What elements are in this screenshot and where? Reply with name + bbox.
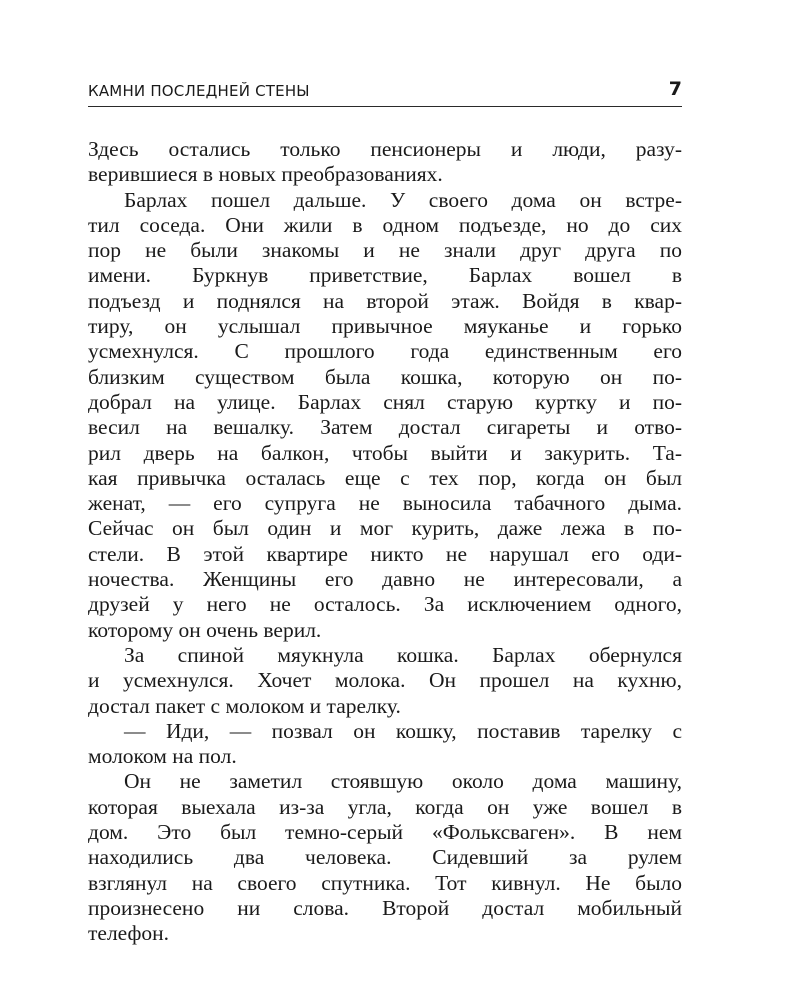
text-line: женат, — его супруга не выносила табачного дыма. [88, 491, 682, 516]
text-line: друзей у него не осталось. За исключением одного, [88, 592, 682, 617]
text-line: добрал на улице. Барлах снял старую куртку и по- [88, 389, 682, 414]
paragraph [88, 719, 682, 770]
text-line: пор не были знакомы и не знали друг друга по [88, 238, 682, 263]
text-line: рил дверь на балкон, чтобы выйти и закурить. Та- [88, 440, 682, 465]
paragraph [88, 769, 682, 946]
text-line: Барлах пошел дальше. У своего дома он встре- [124, 187, 682, 212]
text-line: тиру, он услышал привычное мяуканье и горько [88, 314, 682, 339]
paragraph [88, 643, 682, 719]
running-header [88, 78, 682, 107]
text-line: дом. Это был темно-серый «Фольксваген». В нем [88, 820, 682, 845]
paragraph [88, 137, 682, 188]
text-line: подъезд и поднялся на второй этаж. Войдя в квар- [88, 288, 682, 313]
text-line: произнесено ни слова. Второй достал мобильный [88, 895, 682, 920]
text-line: За спиной мяукнула кошка. Барлах обернулся [124, 642, 682, 667]
text-line: тил соседа. Они жили в одном подъезде, но до сих [88, 212, 682, 237]
running-title: КАМНИ ПОСЛЕДНЕЙ СТЕНЫ [88, 82, 310, 100]
text-line: телефон. [88, 921, 170, 946]
text-line: Здесь остались только пенсионеры и люди, разу- [88, 137, 682, 161]
text-line: находились два человека. Сидевший за рулем [88, 845, 682, 870]
text-line: кая привычка осталась еще с тех пор, когда он был [88, 465, 682, 490]
text-line: которая выехала из-за угла, когда он уже вошел в [88, 794, 682, 819]
text-line: и усмехнулся. Хочет молока. Он прошел на кухню, [88, 668, 682, 693]
text-line: Сейчас он был один и мог курить, даже лежа в по- [88, 516, 682, 541]
paragraph [88, 188, 682, 643]
text-line: Он не заметил стоявшую около дома машину, [124, 769, 682, 794]
text-line: близким существом была кошка, которую он по- [88, 364, 682, 389]
body-text [88, 137, 682, 947]
text-line: усмехнулся. С прошлого года единственным его [88, 339, 682, 364]
text-line: достал пакет с молоком и тарелку. [88, 693, 401, 718]
text-line: — Иди, — позвал он кошку, поставив тарелку с [124, 718, 682, 743]
text-line: молоком на пол. [88, 744, 237, 769]
text-line: весил на вешалку. Затем достал сигареты и отво- [88, 415, 682, 440]
text-line: которому он очень верил. [88, 617, 322, 642]
text-line: ночества. Женщины его давно не интересовали, а [88, 567, 682, 592]
page-number: 7 [668, 78, 682, 100]
text-line: верившиеся в новых преобразованиях. [88, 162, 443, 187]
text-line: стели. В этой квартире никто не нарушал его оди- [88, 541, 682, 566]
text-line: имени. Буркнув приветствие, Барлах вошел в [88, 263, 682, 288]
text-line: взглянул на своего спутника. Тот кивнул. Не было [88, 870, 682, 895]
